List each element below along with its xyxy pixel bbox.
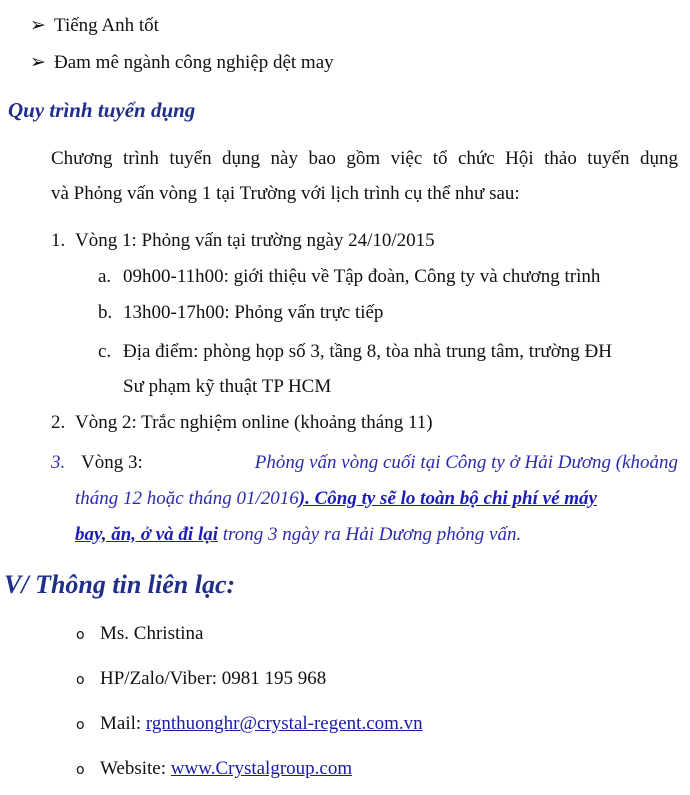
intro-line-1: Chương trình tuyển dụng này bao gồm việc tổ chức Hội thảo tuyển dụng (51, 148, 678, 169)
subitem-text: 09h00-11h00: giới thiệu về Tập đoàn, Công ty và chương trình (123, 266, 601, 287)
contact-phone: HP/Zalo/Viber: 0981 195 968 (100, 668, 327, 689)
subitem-text: Địa điểm: phòng họp số 3, tầng 8, tòa nhà trung tâm, trường ĐH (123, 341, 612, 362)
round-3-cost-detail: bay, ăn, ở và đi lại (75, 524, 219, 545)
round-1-subitem (98, 301, 383, 325)
circle-bullet-icon: o (76, 627, 85, 643)
circle-bullet-icon: o (76, 717, 85, 733)
subitem-text: 13h00-17h00: Phỏng vấn trực tiếp (123, 302, 384, 323)
contact-item (76, 667, 326, 692)
contact-item (76, 712, 423, 737)
subitem-continuation: Sư phạm kỹ thuật TP HCM (123, 376, 332, 397)
round-3-label: Vòng 3: (81, 452, 143, 473)
website-link[interactable]: www.Crystalgroup.com (170, 758, 353, 779)
requirement-item (30, 51, 334, 75)
round-3-line-3 (75, 523, 521, 547)
circle-bullet-icon: o (76, 762, 85, 778)
arrow-bullet-icon: ➢ (30, 15, 46, 36)
circle-bullet-icon: o (76, 672, 85, 688)
arrow-bullet-icon: ➢ (30, 52, 46, 73)
subitem-marker: b. (98, 302, 113, 323)
contact-item (76, 622, 203, 647)
requirement-item (30, 14, 159, 38)
round-number: 3. (51, 452, 66, 473)
round-1-subitem (98, 340, 612, 364)
round-number: 1. (51, 230, 66, 251)
round-1-subitem (98, 265, 600, 289)
round-3-italic-date: tháng 12 hoặc tháng 01/2016 (75, 488, 299, 509)
intro-line-2: và Phỏng vấn vòng 1 tại Trường với lịch trình cụ thể như sau: (51, 183, 520, 204)
requirement-text: Tiếng Anh tốt (54, 15, 159, 36)
contact-website-label: Website: (100, 758, 171, 779)
round-1-text: Vòng 1: Phỏng vấn tại trường ngày 24/10/2015 (75, 230, 435, 251)
round-number: 2. (51, 412, 66, 433)
round-2-text: Vòng 2: Trắc nghiệm online (khoảng tháng 11) (75, 412, 433, 433)
contact-mail-label: Mail: (100, 713, 146, 734)
email-link[interactable]: rgnthuonghr@crystal-regent.com.vn (145, 713, 423, 734)
round-3-line-1 (51, 451, 678, 475)
subitem-marker: a. (98, 266, 112, 287)
recruitment-heading: Quy trình tuyển dụng (8, 98, 196, 122)
subitem-marker: c. (98, 341, 112, 362)
contact-item (76, 757, 352, 782)
round-3-italic-end: trong 3 ngày ra Hải Dương phỏng vấn. (218, 524, 522, 545)
contact-heading: V/ Thông tin liên lạc: (4, 570, 236, 599)
round-3-cost-note: ). Công ty sẽ lo toàn bộ chi phí vé máy (298, 488, 597, 509)
round-2-item (51, 411, 433, 435)
round-3-italic-text: Phỏng vấn vòng cuối tại Công ty ở Hải Dương (khoảng (254, 452, 678, 473)
round-1-item (51, 229, 435, 253)
requirement-text: Đam mê ngành công nghiệp dệt may (54, 52, 334, 73)
round-3-line-2 (75, 487, 678, 511)
contact-name: Ms. Christina (100, 623, 204, 644)
